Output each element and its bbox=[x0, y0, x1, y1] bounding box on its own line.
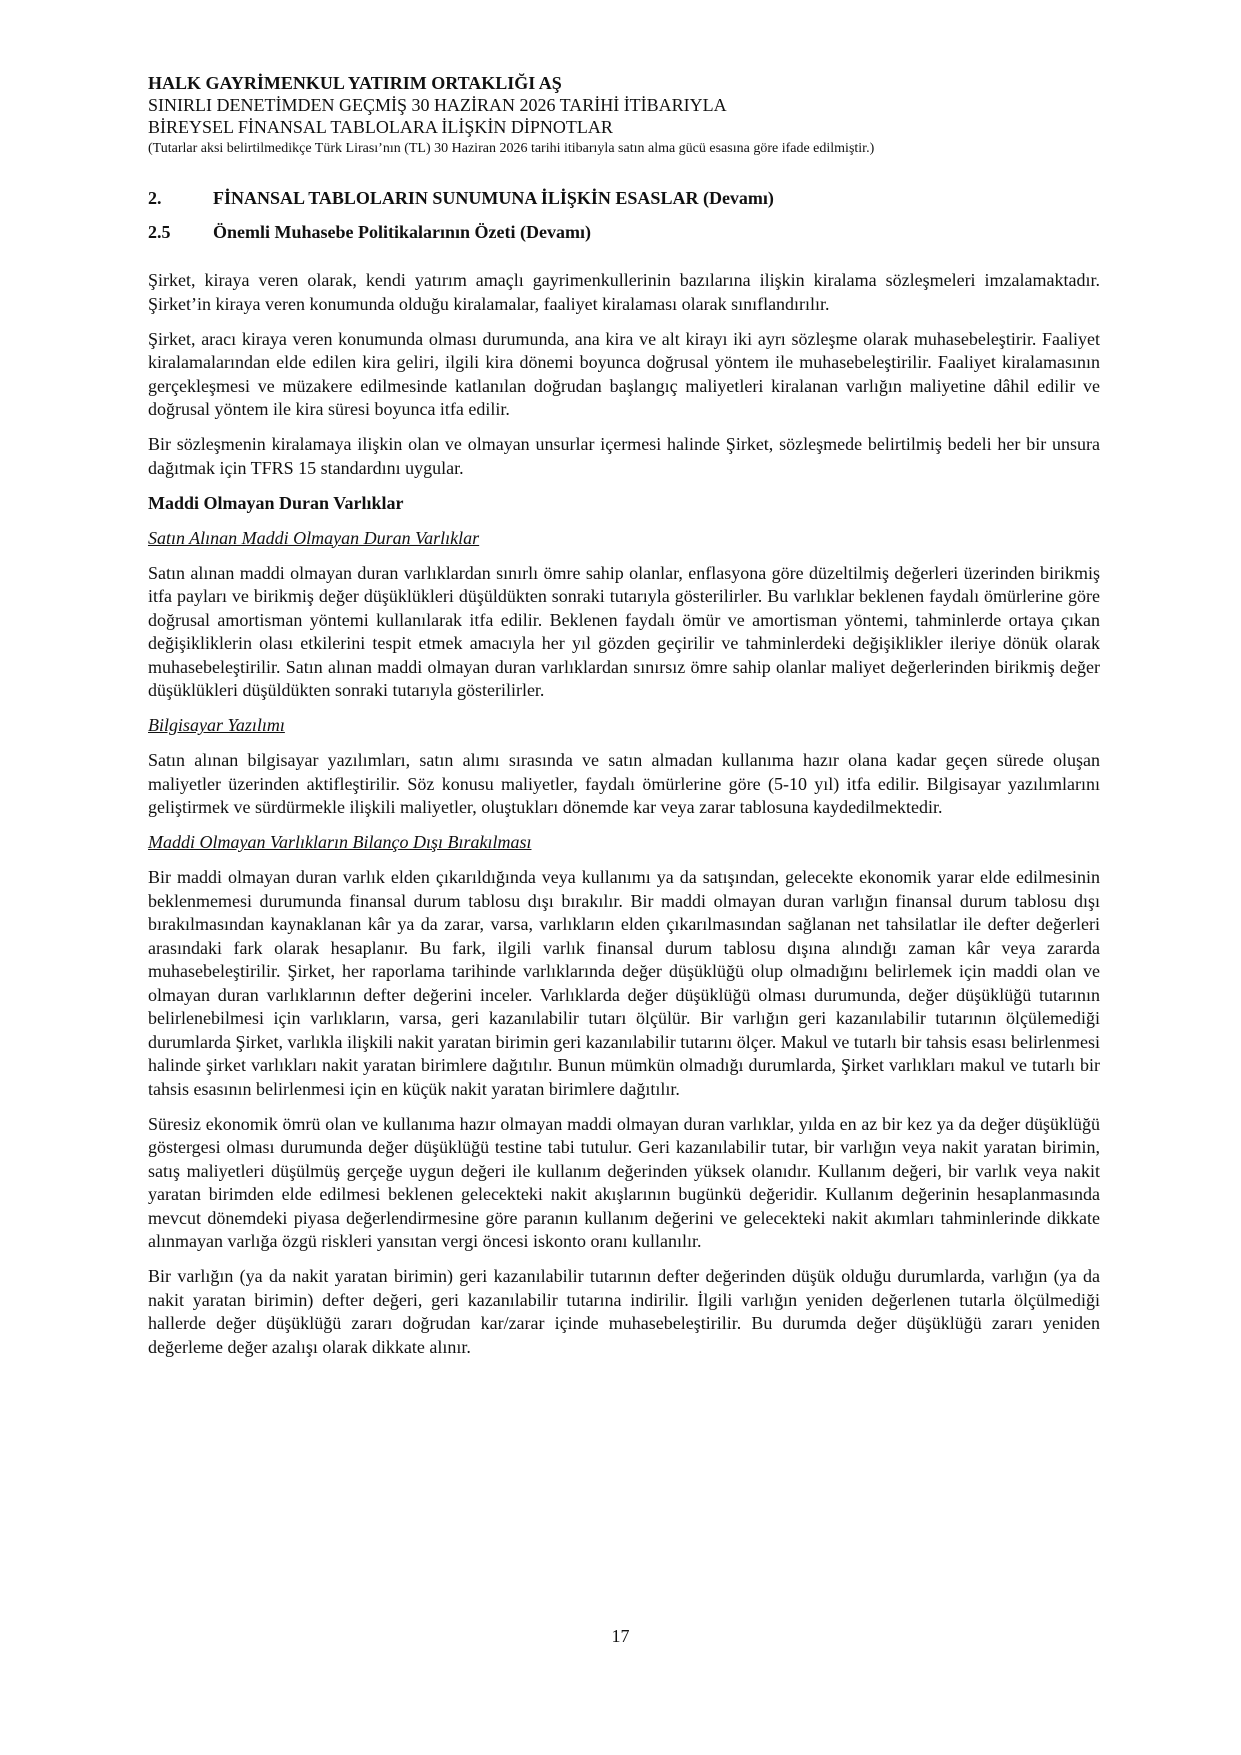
page-number: 17 bbox=[611, 1626, 630, 1646]
paragraph-impairment-test: Süresiz ekonomik ömrü olan ve kullanıma hazır olmayan maddi olmayan duran varlıklar, yılda en az bir kez ya da değer düşüklüğü göstergesi olması durumunda değer düşüklüğü testine tabi tutulur. Geri kazanılabilir tutar, bir varlığın veya nakit yaratan birimin, satış maliyetleri düşülmüş gerçeğe uygun değeri ile kullanım değerinden yüksek olanıdır. Kullanım değeri, bir varlık veya nakit yaratan birimden elde edilmesi beklenen gelecekteki nakit akışlarının bugünkü değeridir. Kullanım değerinin hesaplanmasında mevcut dönemdeki piyasa değerlendirmesine göre paranın kullanım değerini ve gelecekteki nakit akımları tahminlerinde dikkate alınmayan varlığa özgü riskleri yansıtan vergi öncesi iskonto oranı kullanılır. bbox=[148, 1113, 1100, 1251]
paragraph-computer-software: Satın alınan bilgisayar yazılımları, satın alımı sırasında ve satın almadan kullanıma hazır olana kadar geçen sürede oluşan maliyetler üzerinden aktifleştirilir. Söz konusu maliyetler, faydalı ömürlerine göre (5-10 yıl) itfa edilir. Bilgisayar yazılımlarını geliştirmek ve sürdürmekle ilişkili maliyetler, oluştukları dönemde kar veya zarar tablosuna kaydedilmektedir. bbox=[148, 750, 1100, 817]
paragraph-intermediate-lessor: Şirket, aracı kiraya veren konumunda olması durumunda, ana kira ve alt kirayı iki ayrı sözleşme olarak muhasebeleştirir. Faaliyet kiralamalarından elde edilen kira geliri, ilgili kira dönemi boyunca doğrusal yöntem ile muhasebeleştirilir. Faaliyet kiralamasının gerçekleşmesi ve müzakere edilmesinde katlanılan doğrudan başlangıç maliyetleri kiralanan varlığın maliyetine dâhil edilir ve doğrusal yöntem ile kira süresi boyunca itfa edilir. bbox=[148, 328, 1100, 419]
company-name: HALK GAYRİMENKUL YATIRIM ORTAKLIĞI AŞ bbox=[148, 73, 562, 93]
document-page bbox=[148, 72, 1100, 1359]
subheading-computer-software: Bilgisayar Yazılımı bbox=[148, 715, 285, 735]
paragraph-derecognition: Bir maddi olmayan duran varlık elden çıkarıldığında veya kullanımı ya da satışından, gelecekte ekonomik yarar elde edilmesinin beklenmemesi durumunda finansal durum tablosu dışı bırakılır. Bir maddi olmayan duran varlığın finansal durum tablosu dışı bırakılmasından kaynaklanan kâr ya da zarar, varsa, varlıkların elden çıkarılmasından sağlanan net tahsilatlar ile defter değerleri arasındaki fark olarak hesaplanır. Bu fark, ilgili varlık finansal durum tablosu dışına alındığı zaman kâr veya zararda muhasebeleştirilir. Şirket, her raporlama tarihinde varlıklarında değer düşüklüğü olup olmadığını belirlemek için maddi olan ve olmayan duran varlıklarının defter değerini inceler. Varlıklarda değer düşüklüğü olması durumunda, değer düşüklüğü tutarının belirlenebilmesi için varlıkların, varsa, geri kazanılabilir tutarı ölçülür. Bir varlığın geri kazanılabilir tutarının ölçülemediği durumlarda Şirket, varlıkla ilişkili nakit yaratan birimin geri kazanılabilir tutarını ölçer. Makul ve tutarlı bir tahsis esası belirlenmesi halinde şirket varlıkları nakit yaratan birimlere dağıtılır. Bunun mümkün olmadığı durumlarda, Şirket varlıkları makul ve tutarlı bir tahsis esasının belirlenmesi için en küçük nakit yaratan birimlere dağıtılır. bbox=[148, 867, 1100, 1099]
subsection-heading bbox=[148, 221, 1100, 243]
paragraph-lease-components: Bir sözleşmenin kiralamaya ilişkin olan ve olmayan unsurlar içermesi halinde Şirket, sözleşmede belirtilmiş bedeli her bir unsura dağıtmak için TFRS 15 standardını uygular. bbox=[148, 434, 1100, 478]
currency-note: (Tutarlar aksi belirtilmedikçe Türk Lirası’nın (TL) 30 Haziran 2026 tarihi itibarıyla satın alma gücü esasına göre ifade edilmiştir.) bbox=[148, 141, 875, 156]
subheading-purchased-intangibles: Satın Alınan Maddi Olmayan Duran Varlıklar bbox=[148, 527, 480, 548]
subsection-title: Önemli Muhasebe Politikalarının Özeti (Devamı) bbox=[213, 222, 591, 242]
paragraph-impairment-loss: Bir varlığın (ya da nakit yaratan birimin) geri kazanılabilir tutarının defter değerinden düşük olduğu durumlarda, varlığın (ya da nakit yaratan birimin) defter değeri, geri kazanılabilir tutarına indirilir. İlgili varlığın yeniden değerlenen tutarla ölçülmediği hallerde değer düşüklüğü zararı doğrudan kar/zarar içinde muhasebeleştirilir. Bu durumda değer düşüklüğü zararı yeniden değerleme değer azalışı olarak dikkate alınır. bbox=[148, 1266, 1100, 1357]
paragraph-purchased-intangibles: Satın alınan maddi olmayan duran varlıklardan sınırlı ömre sahip olanlar, enflasyona göre düzeltilmiş değerleri üzerinden birikmiş itfa payları ve birikmiş değer düşüklükleri düşüldükten sonraki tutarıyla gösterilirler. Bu varlıklar beklenen faydalı ömürlerine göre doğrusal amortisman yöntemi kullanılarak itfa edilir. Beklenen faydalı ömür ve amortisman yöntemi, tahminlerde ortaya çıkan değişikliklerin olası etkilerini tespit etmek amacıyla her yıl gözden geçirilir ve tahminlerdeki değişiklikler ileriye dönük olarak muhasebeleştirilir. Satın alınan maddi olmayan duran varlıklardan sınırsız ömre sahip olanlar maliyet değerlerinden birikmiş değer düşüklükleri düşüldükten sonraki tutarıyla gösterilirler. bbox=[148, 562, 1100, 700]
section-number: 2. bbox=[148, 188, 162, 208]
subheading-derecognition: Maddi Olmayan Varlıkların Bilanço Dışı Bırakılması bbox=[148, 832, 532, 852]
report-title-line: SINIRLI DENETİMDEN GEÇMİŞ 30 HAZİRAN 2026 TARİHİ İTİBARIYLA bbox=[148, 95, 727, 115]
section-title: FİNANSAL TABLOLARIN SUNUMUNA İLİŞKİN ESASLAR (Devamı) bbox=[213, 188, 774, 208]
subsection-number: 2.5 bbox=[148, 222, 171, 242]
paragraph-lessor-leases: Şirket, kiraya veren olarak, kendi yatırım amaçlı gayrimenkullerinin bazılarına ilişkin kiralama sözleşmeleri imzalamaktadır. Şirket’in kiraya veren konumunda olduğu kiralamalar, faaliyet kiralaması olarak sınıflandırılır. bbox=[148, 270, 1100, 314]
section-heading bbox=[148, 187, 1100, 209]
report-subtitle-line: BİREYSEL FİNANSAL TABLOLARA İLİŞKİN DİPNOTLAR bbox=[148, 117, 613, 137]
heading-intangible-assets: Maddi Olmayan Duran Varlıklar bbox=[148, 492, 404, 513]
